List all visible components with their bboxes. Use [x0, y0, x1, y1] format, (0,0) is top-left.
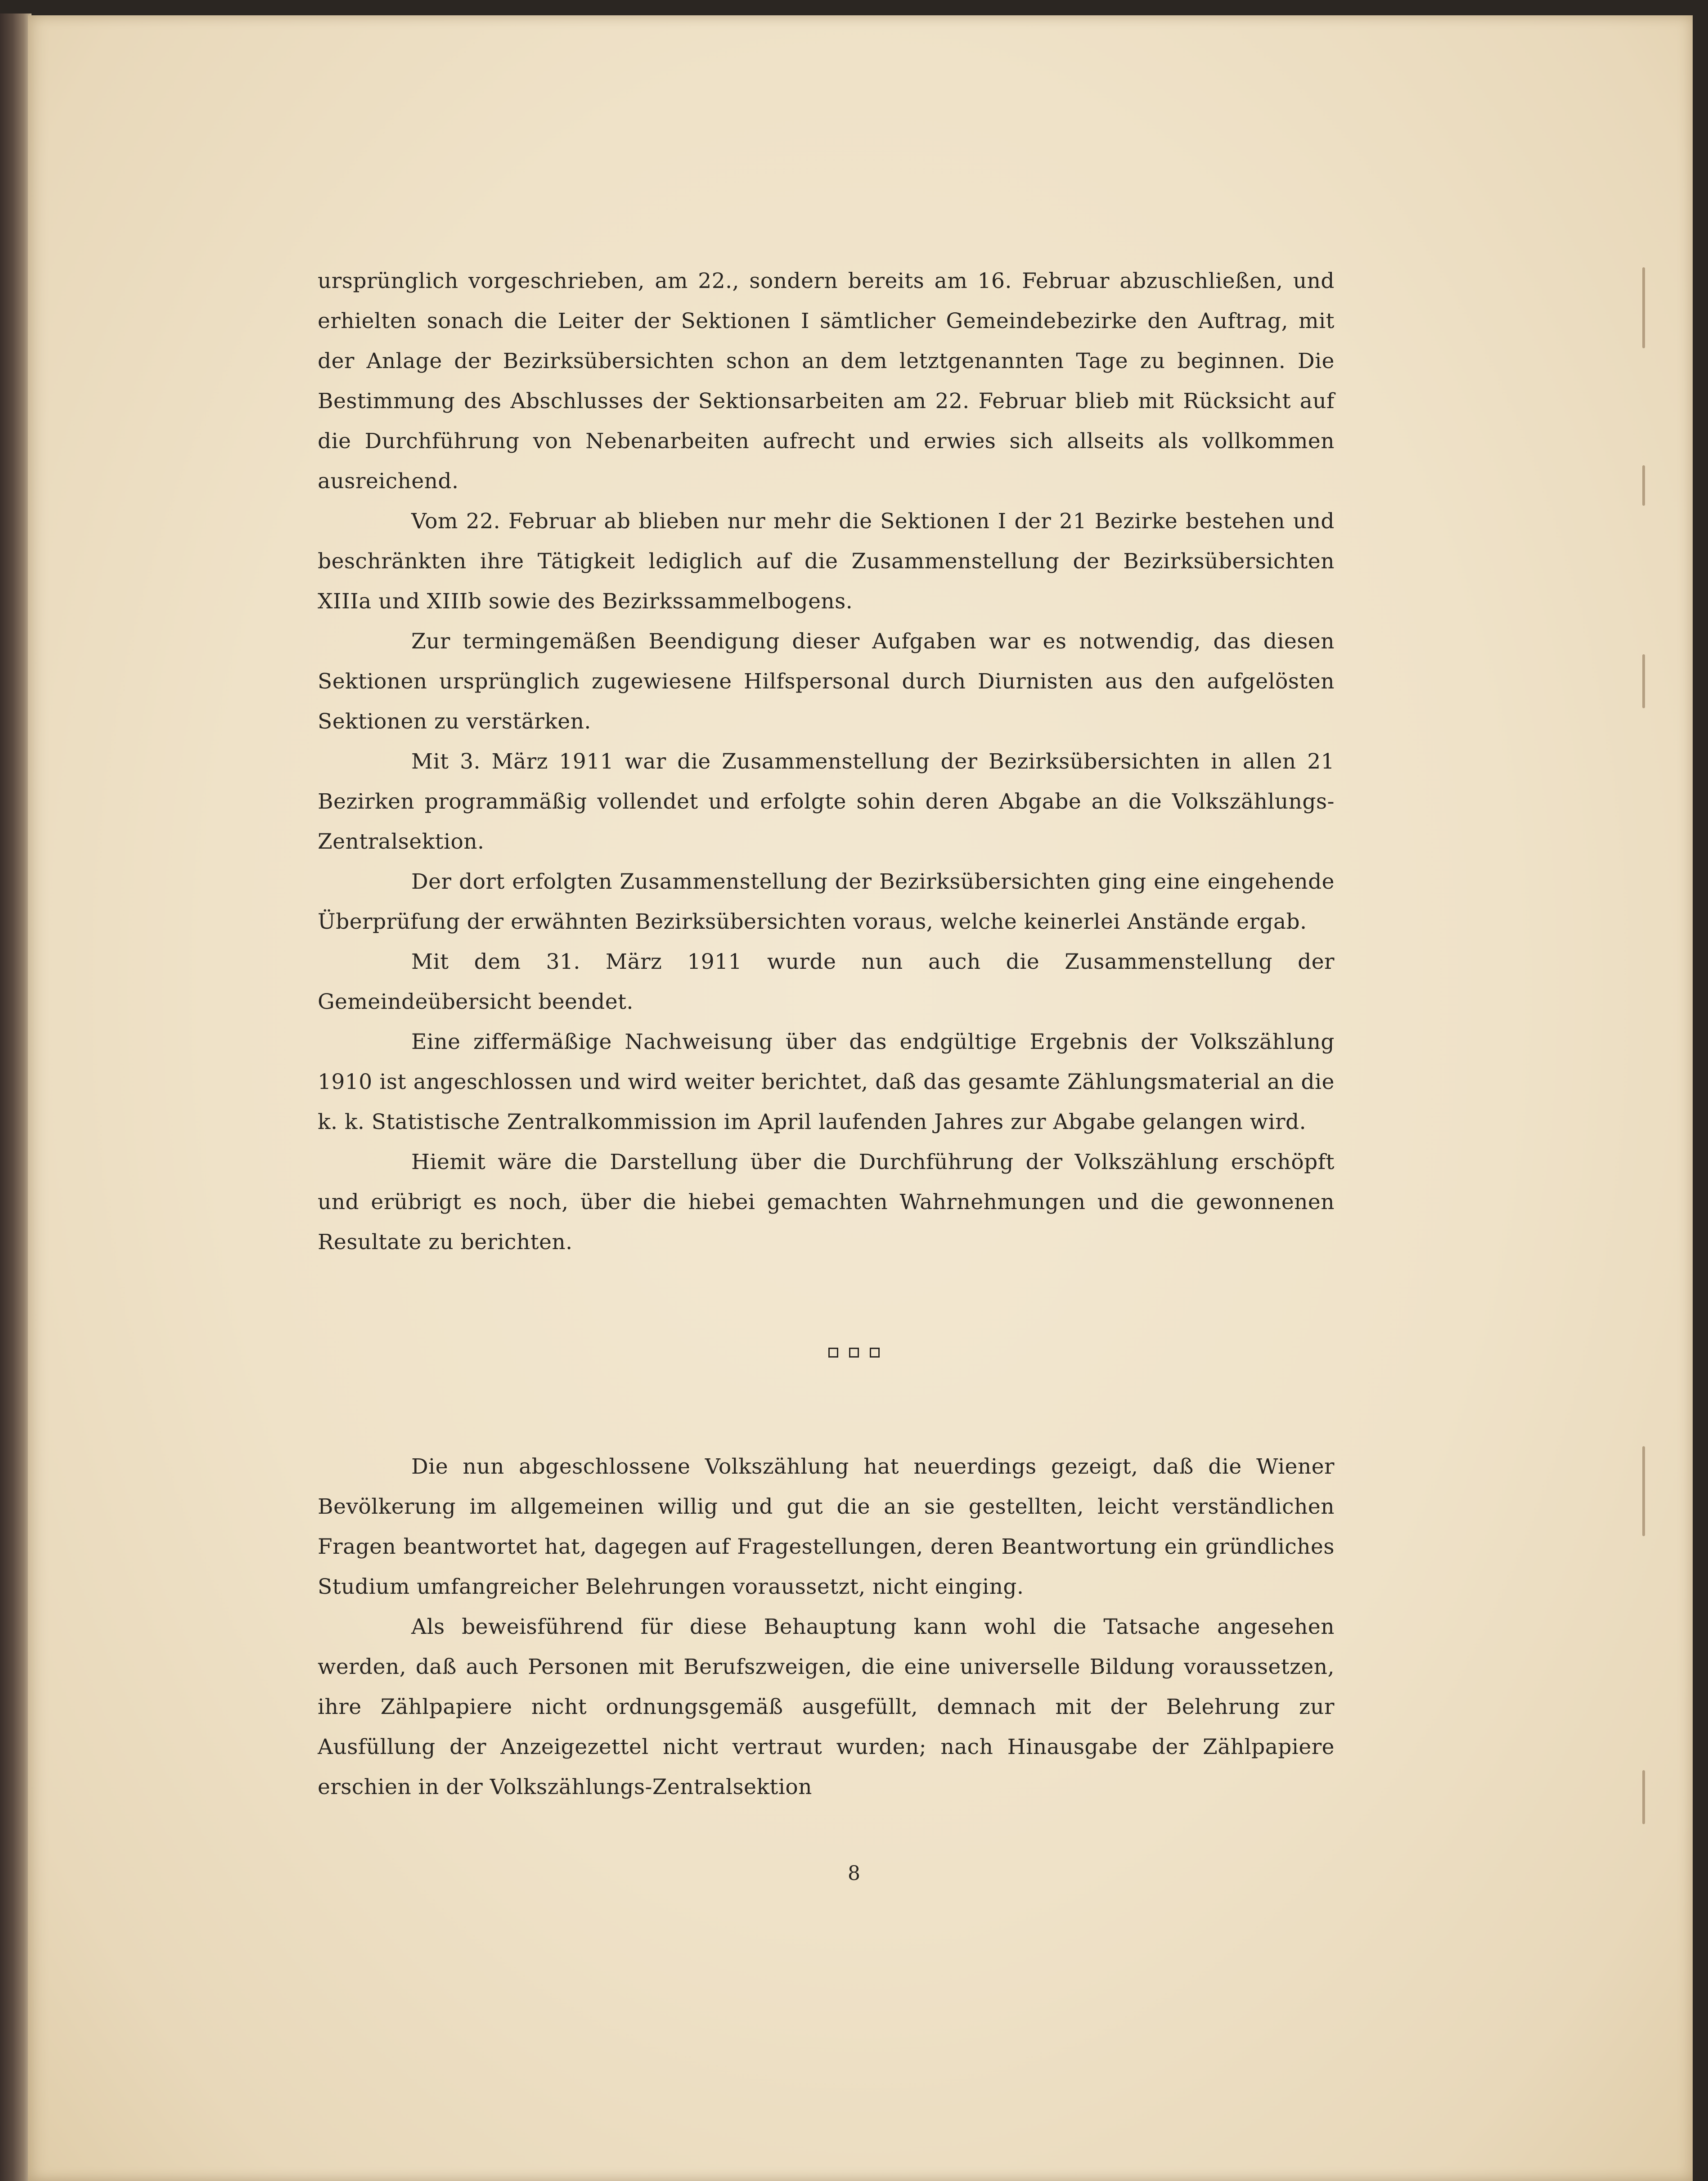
paragraph: Als beweisführend für diese Behauptung kann wohl die Tatsache angesehen werden, daß auch Personen mit Berufszweigen, die eine universelle Bildung voraussetzen, ihre Zählpapiere nicht ordnungsgemäß ausgefüllt, demnach mit der Belehrung zur Ausfüllung der Anzeigezettel nicht vertraut wurden; nach Hinausgabe der Zählpapiere erschien in der Volkszählungs-Zentralsektion: [318, 1614, 1335, 1799]
page-edge-mark: [1642, 1446, 1645, 1536]
paragraph: ursprünglich vorgeschrieben, am 22., sondern bereits am 16. Februar abzuschließen, und erhielten sonach die Leiter der Sektionen I sämtlicher Gemeindebezirke den Auftrag, mit der Anlage der Bezirksübersichten schon an dem letztgenannten Tage zu beginnen. Die Bestimmung des Abschlusses der Sektionsarbeiten am 22. Februar blieb mit Rücksicht auf die Durchführung von Nebenarbeiten aufrecht und erwies sich allseits als vollkommen ausreichend.: [318, 269, 1335, 494]
paragraph: Eine ziffermäßige Nachweisung über das endgültige Ergebnis der Volkszählung 1910 ist angeschlossen und wird weiter berichtet, daß das gesamte Zählungsmaterial an die k. k. Statistische Zentralkommission im April laufenden Jahres zur Abgabe gelangen wird.: [318, 1030, 1335, 1134]
body-text-section-1: [318, 261, 1335, 1262]
page-edge-mark: [1642, 1770, 1645, 1824]
page-number: 8: [848, 1862, 860, 1885]
paragraph: Der dort erfolgten Zusammenstellung der Bezirksübersichten ging eine eingehende Überprüfung der erwähnten Bezirksübersichten voraus, welche keinerlei Anstände ergab.: [318, 869, 1335, 934]
page-edge-mark: [1642, 267, 1645, 348]
body-text-section-2: [318, 1447, 1335, 1807]
section-separator: [0, 1345, 1708, 1361]
page-edge-mark: [1642, 654, 1645, 708]
separator-square-icon: [870, 1348, 880, 1358]
paragraph: Die nun abgeschlossene Volkszählung hat neuerdings gezeigt, daß die Wiener Bevölkerung im allgemeinen willig und gut die an sie gestellten, leicht verständlichen Fragen beantwortet hat, dagegen auf Fragestellungen, deren Beantwortung ein gründliches Studium umfangreicher Belehrungen voraussetzt, nicht einging.: [318, 1454, 1335, 1599]
separator-square-icon: [849, 1348, 859, 1358]
page-edge-mark: [1642, 465, 1645, 506]
paragraph: Hiemit wäre die Darstellung über die Durchführung der Volkszählung erschöpft und erübrigt es noch, über die hiebei gemachten Wahrnehmungen und die gewonnenen Resultate zu berichten.: [318, 1150, 1335, 1255]
paragraph: Zur termingemäßen Beendigung dieser Aufgaben war es notwendig, das diesen Sektionen ursprünglich zugewiesene Hilfspersonal durch Diurnisten aus den aufgelösten Sektionen zu verstärken.: [318, 629, 1335, 734]
paragraph: Vom 22. Februar ab blieben nur mehr die Sektionen I der 21 Bezirke bestehen und beschränkten ihre Tätigkeit lediglich auf die Zusammenstellung der Bezirksübersichten XIIIa und XIIIb sowie des Bezirkssammelbogens.: [318, 509, 1335, 614]
book-binding: [0, 13, 31, 2181]
paragraph: Mit dem 31. März 1911 wurde nun auch die Zusammenstellung der Gemeindeübersicht beendet.: [318, 949, 1335, 1014]
separator-square-icon: [828, 1348, 838, 1358]
paragraph: Mit 3. März 1911 war die Zusammenstellung der Bezirksübersichten in allen 21 Bezirken programmäßig vollendet und erfolgte sohin deren Abgabe an die Volkszählungs-Zentralsektion.: [318, 749, 1335, 854]
